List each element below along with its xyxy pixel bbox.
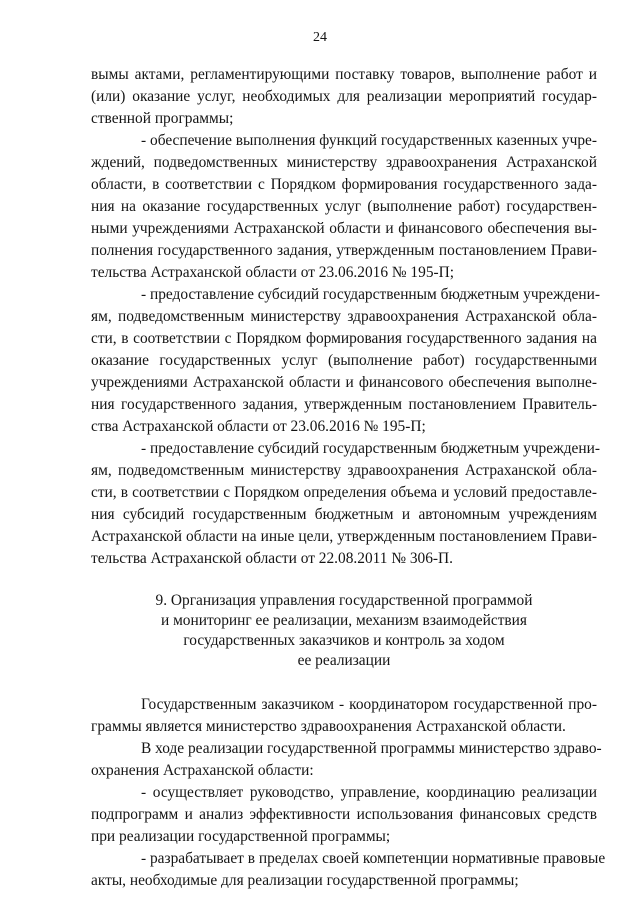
paragraph-first-line: В ходе реализации государственной программы министерство здраво- <box>141 740 602 757</box>
section-heading-line: 9. Организация управления государственной программой <box>155 592 533 609</box>
text-line: ния государственного задания, утвержденным постановлением Правитель- <box>91 396 597 413</box>
text-line: ства Астраханской области от 23.06.2016 № 195-П; <box>91 418 426 435</box>
text-line: сти, в соответствии с Порядком формирования государственного задания на <box>91 330 597 347</box>
section-heading-line: ее реализации <box>297 652 391 669</box>
text-line: охранения Астраханской области: <box>91 762 314 779</box>
text-line: оказание государственных услуг (выполнение работ) государственными <box>91 352 597 369</box>
text-line: вымы актами, регламентирующими поставку товаров, выполнение работ и <box>91 66 597 83</box>
text-line: акты, необходимые для реализации государственной программы; <box>91 872 519 889</box>
text-line: ждений, подведомственных министерству здравоохранения Астраханской <box>91 154 597 171</box>
text-line: ными учреждениями Астраханской области и финансового обеспечения вы- <box>91 220 597 237</box>
text-line: полнения государственного задания, утвержденным постановлением Прави- <box>91 242 597 259</box>
text-line: области, в соответствии с Порядком формирования государственного зада- <box>91 176 597 193</box>
text-line: ственной программы; <box>91 110 234 127</box>
text-line: ям, подведомственным министерству здравоохранения Астраханской обла- <box>91 462 597 479</box>
text-line: тельства Астраханской области от 22.08.2011 № 306-П. <box>91 550 454 567</box>
page-number: 24 <box>313 30 327 45</box>
text-line: при реализации государственной программы; <box>91 828 391 845</box>
text-line: ния на оказание государственных услуг (выполнение работ) государствен- <box>91 198 597 215</box>
text-line: учреждениями Астраханской области и финансового обеспечения выполне- <box>91 374 597 391</box>
text-line: граммы является министерство здравоохранения Астраханской области. <box>91 718 566 735</box>
section-heading-line: и мониторинг ее реализации, механизм взаимодействия <box>160 612 527 629</box>
section-heading-line: государственных заказчиков и контроль за ходом <box>183 632 505 649</box>
paragraph-first-line: - предоставление субсидий государственным бюджетным учреждени- <box>141 440 600 457</box>
text-line: ния субсидий государственным бюджетным и автономным учреждениям <box>91 506 597 523</box>
paragraph-first-line: - разрабатывает в пределах своей компетенции нормативные правовые <box>141 850 606 867</box>
text-line: сти, в соответствии с Порядком определения объема и условий предоставле- <box>91 484 597 501</box>
text-line: Астраханской области на иные цели, утвержденным постановлением Прави- <box>91 528 597 545</box>
text-line: (или) оказание услуг, необходимых для реализации мероприятий государ- <box>91 88 597 105</box>
paragraph-first-line: Государственным заказчиком - координатором государственной про- <box>141 696 597 713</box>
paragraph-first-line: - обеспечение выполнения функций государственных казенных учре- <box>141 132 597 149</box>
text-line: подпрограмм и анализ эффективности использования финансовых средств <box>91 806 597 823</box>
paragraph-first-line: - осуществляет руководство, управление, координацию реализации <box>141 784 597 801</box>
text-line: ям, подведомственным министерству здравоохранения Астраханской обла- <box>91 308 597 325</box>
paragraph-first-line: - предоставление субсидий государственным бюджетным учреждени- <box>141 286 600 303</box>
text-line: тельства Астраханской области от 23.06.2016 № 195-П; <box>91 264 455 281</box>
